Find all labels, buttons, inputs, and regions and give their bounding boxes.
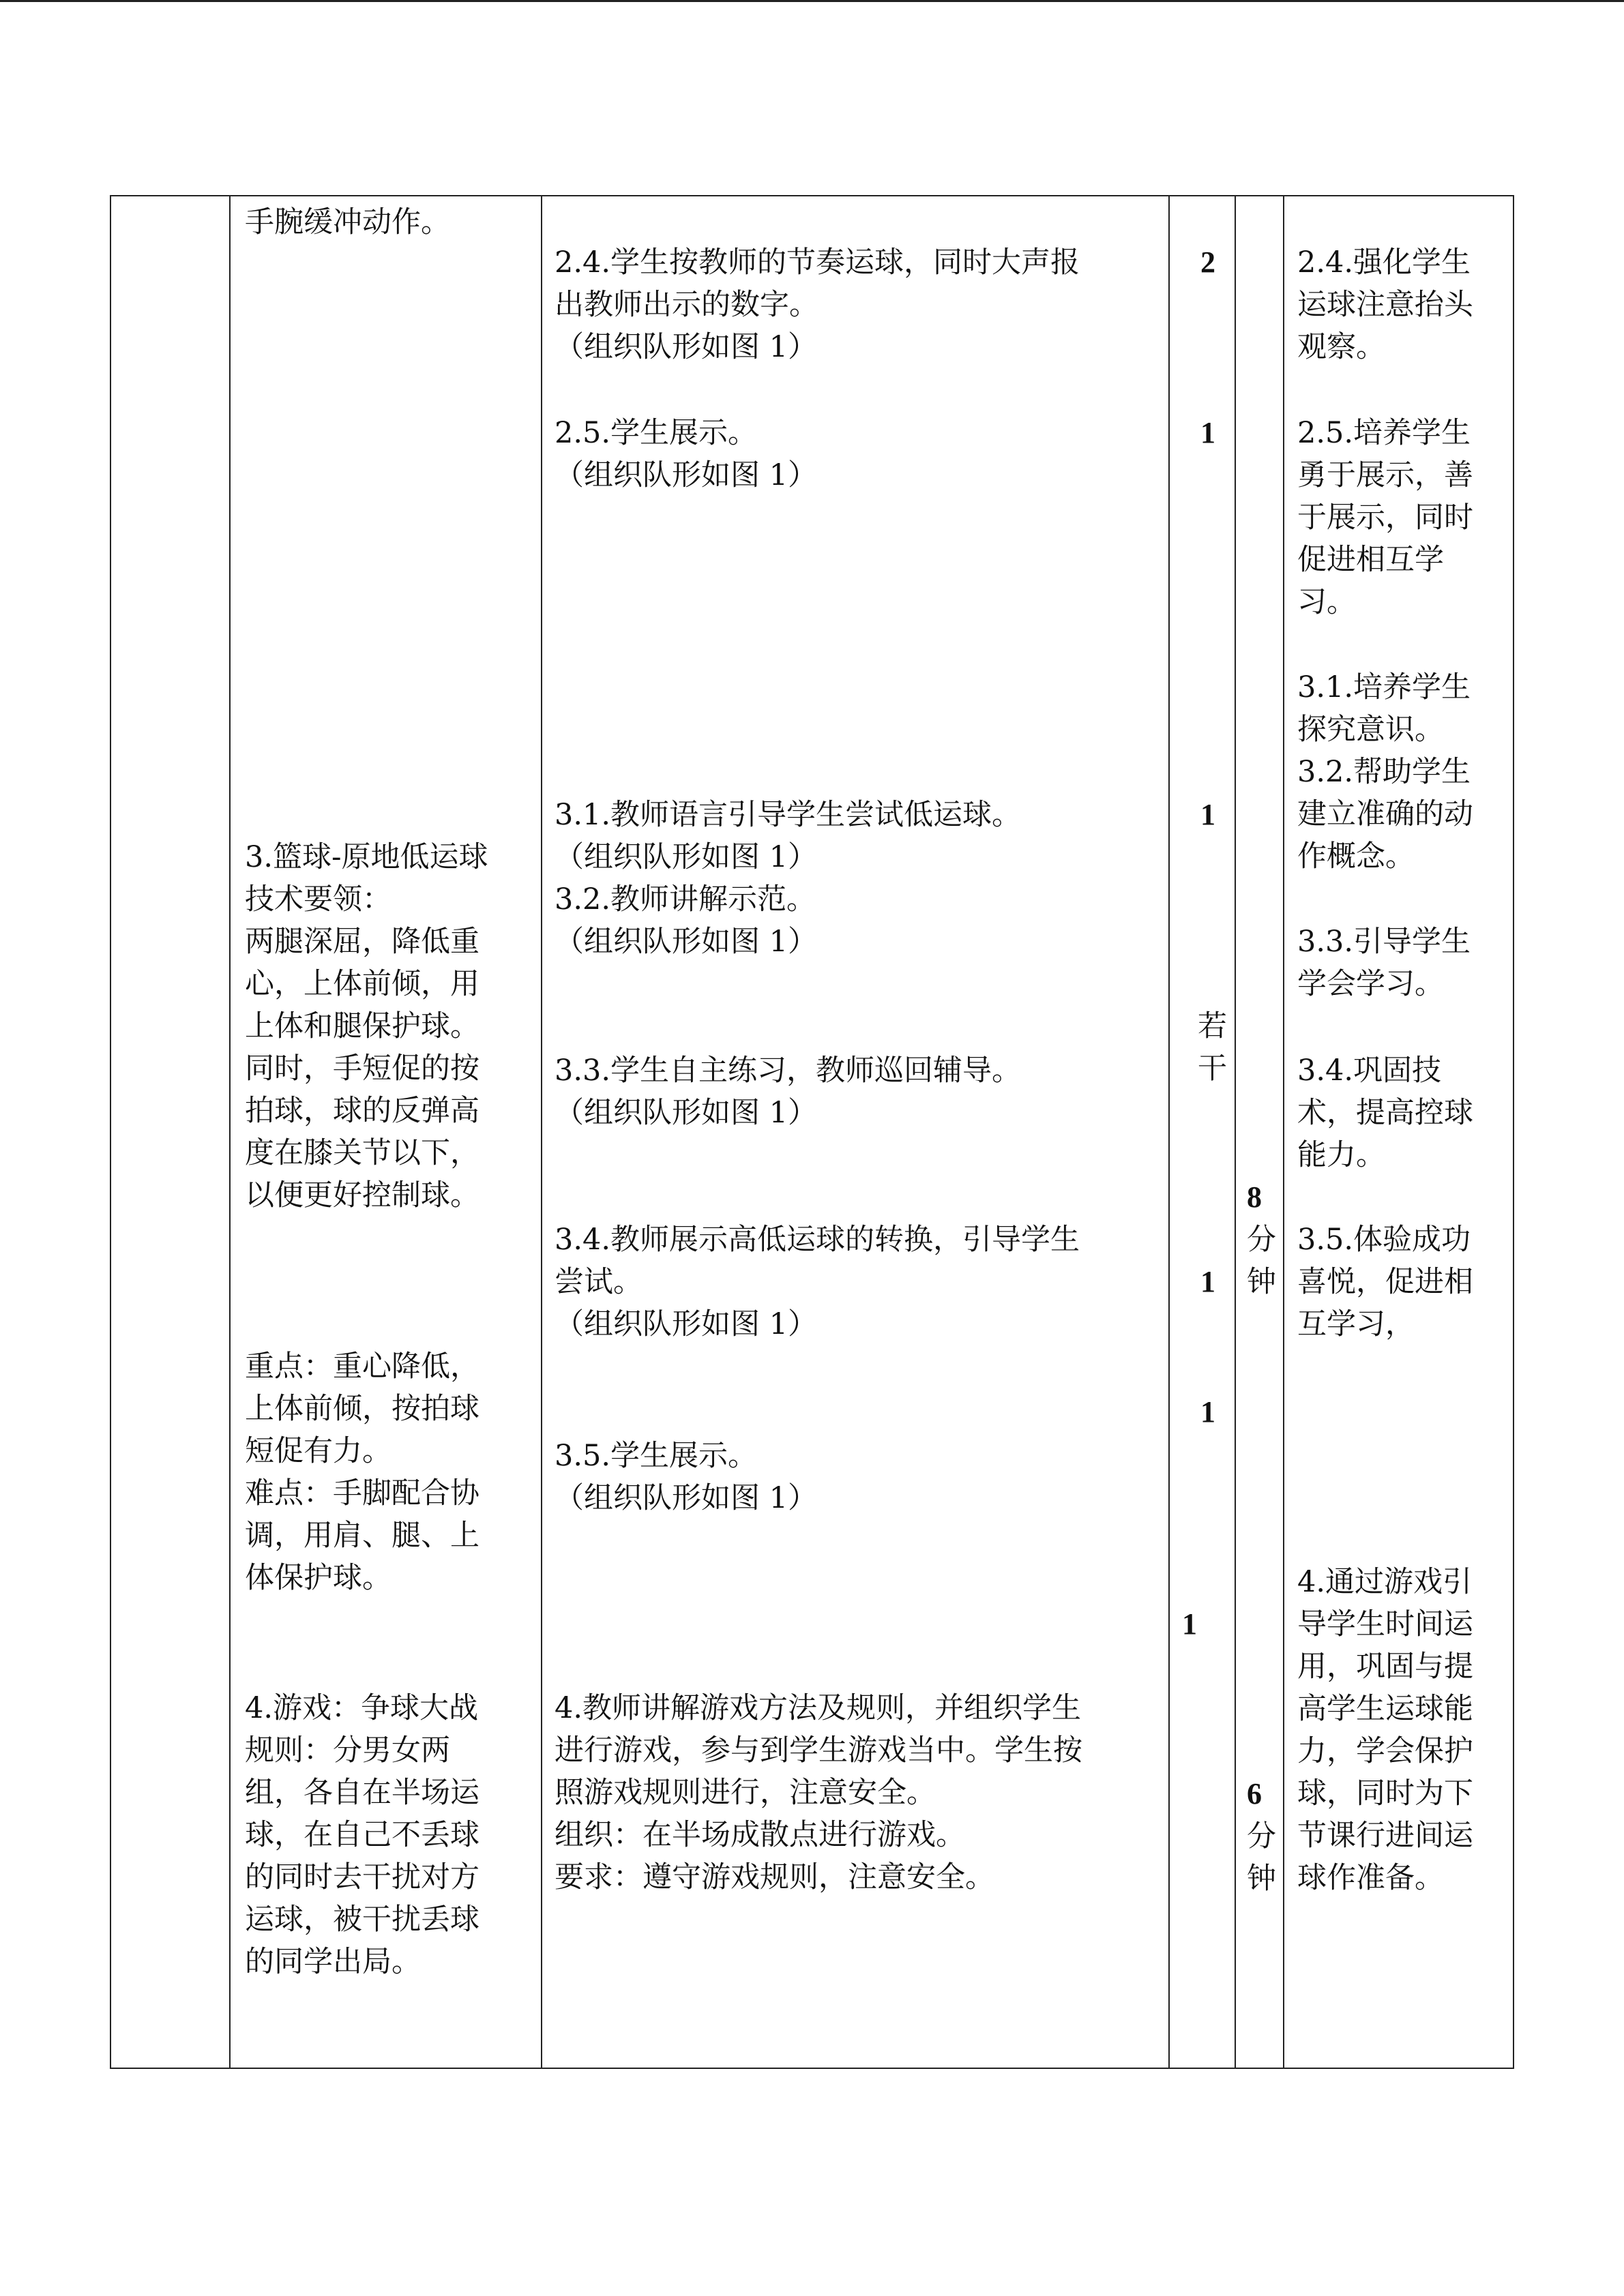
text-line: 3.4.巩固技 [1297, 1054, 1442, 1088]
text-line: 3.3.学生自主练习，教师巡回辅导。 [555, 1054, 1022, 1088]
text-line: 以便更好控制球。 [245, 1178, 479, 1212]
text-line: 4.游戏：争球大战 [245, 1691, 479, 1725]
text-line: 2.4.强化学生 [1297, 245, 1471, 280]
text-line: 尝试。 [555, 1265, 643, 1299]
count-value: 1 [1200, 416, 1215, 449]
text-line: 上体和腿保护球。 [245, 1009, 479, 1043]
text-line: 3.4.教师展示高低运球的转换，引导学生 [555, 1223, 1080, 1257]
text-line: 高学生运球能 [1297, 1692, 1473, 1726]
time-unit: 分 [1247, 1223, 1276, 1257]
count-value: 2 [1200, 245, 1215, 279]
text-line: 3.2.帮助学生 [1297, 755, 1471, 789]
time-unit: 钟 [1247, 1265, 1276, 1299]
text-line: 作概念。 [1297, 839, 1415, 874]
text-line: 重点：重心降低， [245, 1350, 479, 1384]
text-line: 4.通过游戏引 [1297, 1565, 1473, 1599]
text-line: 技术要领： [245, 882, 392, 916]
content-continuation: 手腕缓冲动作。 [245, 205, 450, 239]
basketball-technique-block [245, 836, 488, 1217]
text-line: 术，提高控球 [1297, 1096, 1473, 1130]
text-line: 运球注意抬头 [1297, 288, 1473, 322]
count-ruogan: 若 [1198, 1009, 1227, 1043]
text-line: （组织队形如图 1） [555, 1096, 818, 1130]
key-difficult-points-block [245, 1345, 479, 1599]
text-line: 勇于展示，善 [1297, 458, 1473, 492]
text-line: 出教师出示的数字。 [555, 288, 818, 322]
goal-2-5 [1297, 412, 1473, 623]
column-divider [1283, 196, 1284, 2068]
game-rules-block [245, 1687, 479, 1983]
text-line: 学会学习。 [1297, 967, 1444, 1001]
time-8-minutes [1247, 1176, 1276, 1303]
text-line: 2.4.学生按教师的节奏运球，同时大声报 [555, 245, 1080, 280]
text-line: （组织队形如图 1） [555, 1481, 818, 1515]
text-line: 调，用肩、腿、上 [245, 1519, 479, 1553]
text-line: 体保护球。 [245, 1561, 392, 1595]
text-line: 照游戏规则进行，注意安全。 [555, 1776, 936, 1810]
text-line: （组织队形如图 1） [555, 330, 818, 364]
column-divider [1168, 196, 1170, 2068]
text-line: 节课行进间运 [1297, 1819, 1473, 1853]
text-line: 的同学出局。 [245, 1945, 421, 1979]
goal-4-game [1297, 1561, 1473, 1899]
text-line: 上体前倾，按拍球 [245, 1392, 479, 1426]
text-line: 4.教师讲解游戏方法及规则，并组织学生 [555, 1691, 1082, 1725]
goal-2-4 [1297, 241, 1473, 368]
text-line: 3.2.教师讲解示范。 [555, 882, 816, 916]
text-line: 球，在自己不丢球 [245, 1818, 479, 1852]
text-line: 球，同时为下 [1297, 1776, 1473, 1810]
text-line: 3.1.培养学生 [1297, 670, 1471, 704]
page-top-border [0, 0, 1624, 2]
text-line: 组，各自在半场运 [245, 1776, 479, 1810]
text-line: 用，巩固与提 [1297, 1650, 1473, 1684]
text-line: 习。 [1297, 585, 1356, 619]
text-line: 两腿深屈，降低重 [245, 925, 479, 959]
text-line: 探究意识。 [1297, 713, 1444, 747]
column-divider [229, 196, 231, 2068]
text-line: 观察。 [1297, 330, 1385, 364]
text-line: 度在膝关节以下， [245, 1136, 479, 1170]
time-number: 8 [1247, 1180, 1262, 1214]
count-value: 1 [1182, 1607, 1197, 1641]
text-line: 3.篮球-原地低运球 [245, 840, 488, 874]
text-line: （组织队形如图 1） [555, 1307, 818, 1341]
activity-3-1-3-2 [555, 794, 1021, 963]
text-line: 促进相互学 [1297, 543, 1444, 577]
time-unit: 钟 [1247, 1862, 1276, 1896]
text-line: 规则：分男女两 [245, 1733, 450, 1768]
activity-2-5 [555, 412, 817, 496]
count-value: 1 [1200, 1395, 1215, 1429]
text-line: 组织：在半场成散点进行游戏。 [555, 1818, 965, 1852]
text-line: 心，上体前倾，用 [245, 967, 479, 1001]
activity-4-game [555, 1687, 1082, 1898]
text-line: 互学习， [1297, 1307, 1415, 1341]
count-value: 1 [1200, 1265, 1215, 1298]
text-line: 的同时去干扰对方 [245, 1860, 479, 1894]
text-line: 短促有力。 [245, 1434, 392, 1468]
time-6-minutes [1247, 1773, 1276, 1900]
text-line: 进行游戏，参与到学生游戏当中。学生按 [555, 1733, 1082, 1768]
goal-3-5 [1297, 1219, 1473, 1345]
text-line: 3.5.学生展示。 [555, 1439, 758, 1473]
text-line: 球作准备。 [1297, 1861, 1444, 1895]
goal-3-3 [1297, 921, 1471, 1005]
time-unit: 分 [1247, 1819, 1276, 1853]
activity-2-4 [555, 241, 1080, 368]
goal-3-1-3-2 [1297, 666, 1473, 878]
text-line: 3.1.教师语言引导学生尝试低运球。 [555, 798, 1022, 832]
text-line: 3.5.体验成功 [1297, 1223, 1471, 1257]
column-divider [1235, 196, 1236, 2068]
text-line: 建立准确的动 [1297, 797, 1473, 831]
time-number: 6 [1247, 1777, 1262, 1810]
text-line: 2.5.学生展示。 [555, 416, 758, 450]
text-line: 能力。 [1297, 1138, 1385, 1172]
goal-3-4 [1297, 1049, 1473, 1176]
text-line: 喜悦，促进相 [1297, 1265, 1473, 1299]
text-line: （组织队形如图 1） [555, 925, 818, 959]
text-line: 力，学会保护 [1297, 1734, 1473, 1768]
text-line: 3.3.引导学生 [1297, 925, 1471, 959]
activity-3-3 [555, 1049, 1021, 1134]
text-line: （组织队形如图 1） [555, 458, 818, 492]
text-line: （组织队形如图 1） [555, 840, 818, 874]
column-divider [541, 196, 542, 2068]
text-line: 运球，被干扰丢球 [245, 1903, 479, 1937]
text-line: 同时，手短促的按 [245, 1052, 479, 1086]
text-line: 难点：手脚配合协 [245, 1476, 479, 1510]
text-line: 于展示，同时 [1297, 501, 1473, 535]
text-line: 2.5.培养学生 [1297, 416, 1471, 450]
count-ruogan: 干 [1198, 1052, 1227, 1086]
text-line: 拍球，球的反弹高 [245, 1094, 479, 1128]
text-line: 要求：遵守游戏规则，注意安全。 [555, 1860, 994, 1894]
activity-3-4 [555, 1219, 1080, 1345]
text-line: 导学生时间运 [1297, 1607, 1473, 1641]
count-value: 1 [1200, 798, 1215, 831]
activity-3-5 [555, 1435, 817, 1519]
